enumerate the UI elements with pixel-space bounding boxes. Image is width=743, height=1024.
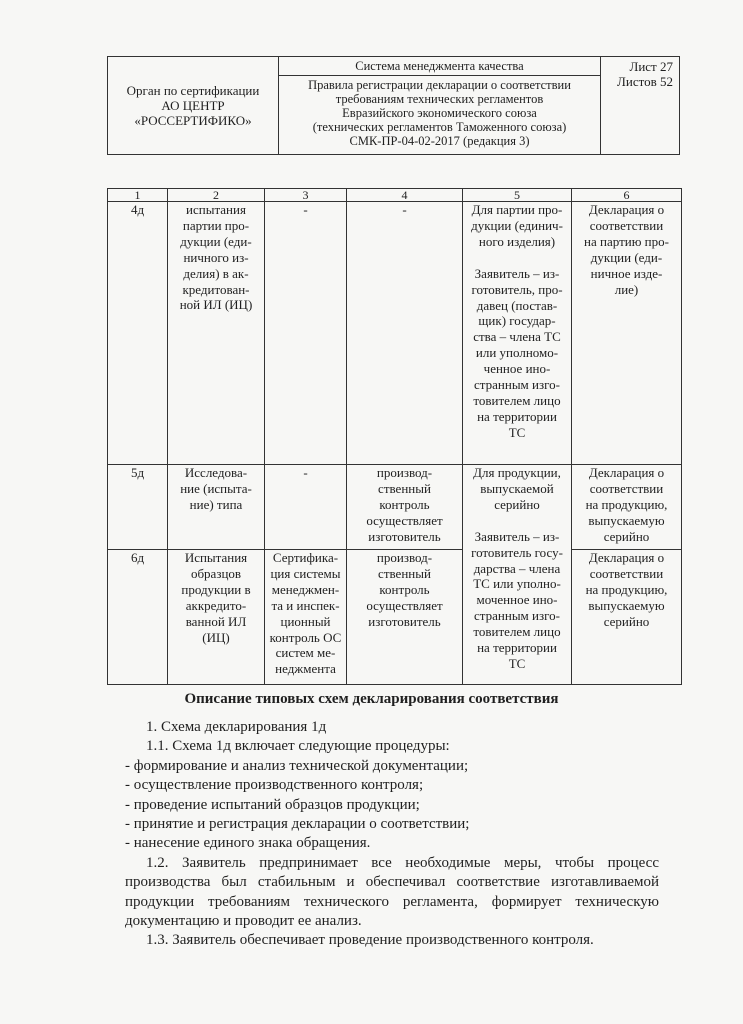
cell-line: ционный [280, 613, 331, 629]
cell-line: выпускаемую [588, 597, 665, 613]
cell-line: ванной ИЛ [185, 613, 247, 629]
paragraph-line: 1.2. Заявитель предпринимает все необходимые меры, чтобы процесс [146, 854, 659, 871]
scheme-cell: 5д [108, 465, 168, 550]
cell-line: соответствии [589, 565, 664, 581]
cell-line: ция системы [270, 565, 341, 581]
cell-line: систем ме- [275, 645, 336, 661]
declaration-cell [572, 550, 682, 685]
cell-line: дукции (единич- [471, 217, 563, 233]
cell-line: Исследова- [184, 465, 248, 480]
cell-line: испытания [186, 202, 246, 217]
rules-line: Евразийского экономического союза [342, 106, 537, 120]
cell-line: на партию про- [584, 233, 669, 249]
cell-line: готовитель, про- [471, 281, 563, 297]
cell-line: продукции в [181, 581, 251, 597]
cell-line: осуществляет [366, 512, 443, 528]
list-item: - осуществление производственного контроля; [125, 777, 424, 794]
column-number-row [108, 189, 682, 202]
cell-line: ственный [378, 565, 431, 581]
cell-line: Испытания [184, 550, 248, 565]
production-control-cell [347, 550, 463, 685]
cell-line: дарства – члена [473, 560, 561, 576]
cell-line: кредитован- [182, 281, 250, 297]
cell-line: лие) [614, 281, 639, 297]
system-cert-cell [265, 550, 347, 685]
declaration-cell [572, 465, 682, 550]
cell-line: производ- [376, 550, 433, 565]
cell-line: делия) в ак- [183, 265, 249, 281]
cell-line: - [402, 202, 407, 217]
cell-line: та и инспек- [271, 597, 340, 613]
rules-line: (технических регламентов Таможенного союза) [312, 120, 567, 134]
tests-cell [168, 550, 265, 685]
cell-line: Сертифика- [272, 550, 339, 565]
cell-line: ченное ино- [483, 361, 551, 377]
list-item: - принятие и регистрация декларации о соответствии; [125, 816, 470, 833]
col-number: 2 [168, 189, 265, 202]
cell-line: товителем лицо [473, 392, 561, 408]
rules-title-cell [279, 76, 601, 155]
paragraph-line: продукции требованиям технического регламента, формирует техническую [125, 893, 659, 910]
section-title: Описание типовых схем декларирования соответствия [184, 691, 559, 707]
cell-line: ничного из- [183, 249, 249, 265]
cell-line: Декларация о [588, 202, 665, 217]
declaration-schemes-table [107, 188, 682, 685]
rules-line: требованиям технических регламентов [335, 92, 544, 106]
cell-line: щик) государ- [478, 313, 556, 329]
cell-line: изготовитель [368, 613, 441, 629]
applicant-cell [463, 202, 572, 465]
col-number: 1 [108, 189, 168, 202]
cell-line: на территории [477, 408, 557, 424]
paragraph-line: производства был стабильным и обеспечивал соответствие изготавливаемой [125, 874, 659, 891]
cell-line: ного изделия) [478, 233, 556, 249]
org-line-1: Орган по сертификации [126, 83, 260, 98]
col-number: 3 [265, 189, 347, 202]
declaration-cell [572, 202, 682, 465]
cell-line: ние) типа [189, 496, 243, 512]
cell-line: ТС [508, 424, 526, 440]
certification-body-cell [108, 57, 279, 155]
cell-line: Для продукции, [473, 465, 561, 480]
cell-line: дукции (еди- [590, 249, 663, 265]
cell-line: образцов [190, 565, 242, 581]
production-control-cell [347, 202, 463, 465]
table-row [108, 465, 682, 550]
cell-line: аккредито- [185, 597, 247, 613]
list-item: - проведение испытаний образцов продукции; [125, 796, 420, 813]
col-number: 6 [572, 189, 682, 202]
tests-cell [168, 202, 265, 465]
quality-system-cell: Система менеджмента качества [279, 57, 601, 76]
cell-line: Заявитель – из- [474, 265, 560, 281]
paragraph: 1.3. Заявитель обеспечивает проведение производственного контроля. [146, 932, 594, 949]
cell-line: на продукцию, [585, 496, 668, 512]
sheet-number: Лист 27 [629, 59, 673, 74]
cell-line: готовитель госу- [471, 544, 563, 560]
cell-line: выпускаемой [480, 480, 554, 496]
org-line-3: «РОССЕРТИФИКО» [134, 113, 252, 128]
table-row [108, 550, 682, 685]
cell-line: Для партии про- [471, 202, 563, 217]
list-item: - формирование и анализ технической документации; [125, 757, 469, 774]
cell-line: соответствии [589, 217, 664, 233]
cell-line: серийно [603, 528, 650, 544]
document-code: СМК-ПР-04-02-2017 (редакция 3) [349, 134, 530, 148]
org-line-2: АО ЦЕНТР [161, 98, 225, 113]
system-cert-cell [265, 465, 347, 550]
paragraph: 1. Схема декларирования 1д [146, 719, 327, 735]
cell-line: на продукцию, [585, 581, 668, 597]
rules-line: Правила регистрации декларации о соответствии [308, 78, 571, 92]
cell-line: давец (постав- [476, 297, 558, 313]
scheme-cell: 4д [108, 202, 168, 465]
cell-line: ничное изде- [590, 265, 663, 281]
system-cert-cell [265, 202, 347, 465]
cell-line: (ИЦ) [202, 629, 230, 645]
cell-line: ственный [378, 480, 431, 496]
table-row [108, 202, 682, 465]
paragraph: 1.1. Схема 1д включает следующие процедуры: [146, 738, 450, 755]
cell-line: или уполномо- [475, 345, 559, 361]
cell-line: странным изго- [474, 608, 560, 624]
cell-line: партии про- [182, 217, 250, 233]
cell-line: серийно [494, 496, 540, 512]
production-control-cell [347, 465, 463, 550]
cell-line: на территории [477, 640, 557, 656]
scheme-cell: 6д [108, 550, 168, 685]
cell-line: странным изго- [474, 377, 560, 393]
cell-line: моченное ино- [476, 592, 558, 608]
cell-line: ства – члена ТС [473, 329, 561, 345]
col-number: 4 [347, 189, 463, 202]
sheets-total: Листов 52 [617, 74, 673, 89]
cell-line: контроль [379, 581, 430, 597]
cell-line: дукции (еди- [180, 233, 252, 249]
cell-line: соответствии [589, 480, 664, 496]
sheet-info-cell [601, 57, 680, 155]
list-item: - нанесение единого знака обращения. [125, 835, 371, 852]
applicant-cell [463, 465, 572, 685]
paragraph-line: документацию и проводит ее анализ. [125, 913, 362, 930]
cell-line: производ- [376, 465, 433, 480]
cell-line: - [303, 465, 308, 480]
cell-line: Декларация о [588, 550, 665, 565]
cell-line: выпускаемую [588, 512, 665, 528]
cell-line: товителем лицо [473, 624, 561, 640]
cell-line: менеджмен- [271, 581, 340, 597]
document-header [107, 56, 680, 155]
cell-line: осуществляет [366, 597, 443, 613]
cell-line: контроль ОС [269, 629, 342, 645]
cell-line: ТС или уполно- [473, 576, 561, 592]
cell-line: ной ИЛ (ИЦ) [179, 297, 253, 313]
cell-line: ние (испыта- [180, 480, 252, 496]
cell-line: неджмента [275, 661, 336, 677]
cell-line: серийно [603, 613, 650, 629]
cell-line: контроль [379, 496, 430, 512]
cell-line: - [303, 202, 308, 217]
col-number: 5 [463, 189, 572, 202]
cell-line: Заявитель – из- [474, 528, 560, 544]
tests-cell [168, 465, 265, 550]
cell-line: ТС [508, 655, 526, 671]
body-text [0, 718, 743, 951]
cell-line: Декларация о [588, 465, 665, 480]
cell-line: изготовитель [368, 528, 441, 544]
